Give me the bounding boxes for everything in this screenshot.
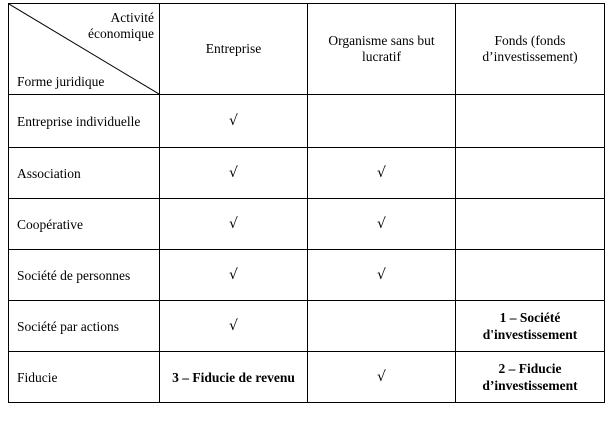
table-row (9, 148, 605, 199)
cell-osbl: √ (308, 352, 456, 403)
activity-axis-label: Activité économique (88, 10, 154, 41)
cell-entreprise: √ (160, 199, 308, 250)
row-label: Société par actions (9, 301, 160, 352)
column-header-fonds: Fonds (fonds d’investissement) (456, 4, 605, 95)
cell-osbl: √ (308, 148, 456, 199)
table-row (9, 301, 605, 352)
cell-osbl (308, 301, 456, 352)
cell-osbl: √ (308, 199, 456, 250)
cell-entreprise: √ (160, 250, 308, 301)
table-row (9, 199, 605, 250)
table-row (9, 95, 605, 148)
column-header-osbl: Organisme sans but lucratif (308, 4, 456, 95)
column-header-entreprise: Entreprise (160, 4, 308, 95)
cell-entreprise: √ (160, 95, 308, 148)
cell-fonds-fiducie-investissement: 2 – Fiducie d’investissement (456, 352, 605, 403)
cell-entreprise-fiducie-revenu: 3 – Fiducie de revenu (160, 352, 308, 403)
header-row (9, 4, 605, 95)
cell-osbl (308, 95, 456, 148)
cell-entreprise: √ (160, 301, 308, 352)
cell-fonds (456, 95, 605, 148)
row-label: Association (9, 148, 160, 199)
cell-fonds (456, 250, 605, 301)
cell-osbl: √ (308, 250, 456, 301)
row-label: Coopérative (9, 199, 160, 250)
cell-entreprise: √ (160, 148, 308, 199)
row-label: Entreprise individuelle (9, 95, 160, 148)
legal-form-axis-label: Forme juridique (17, 74, 105, 89)
cell-fonds-societe-investissement: 1 – Société d'investissement (456, 301, 605, 352)
cell-fonds (456, 148, 605, 199)
diagonal-header-cell (9, 4, 160, 95)
legal-form-activity-table (8, 3, 605, 403)
row-label: Fiducie (9, 352, 160, 403)
table-row (9, 352, 605, 403)
row-label: Société de personnes (9, 250, 160, 301)
cell-fonds (456, 199, 605, 250)
table-row (9, 250, 605, 301)
